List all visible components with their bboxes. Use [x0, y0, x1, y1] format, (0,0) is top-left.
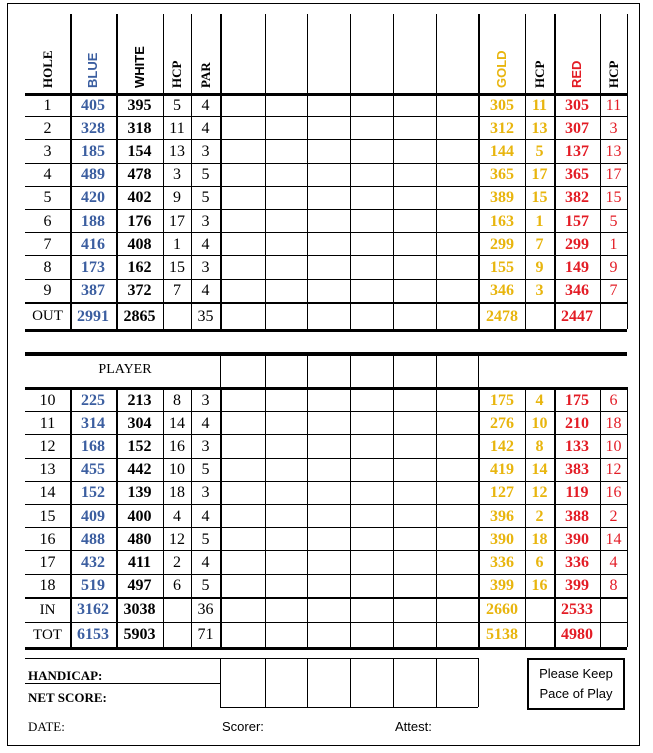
back-row-hole-number: 13 [39, 461, 56, 479]
pace-line-1: Please Keep [539, 666, 613, 681]
front-row-gold-yards: 365 [490, 166, 514, 184]
back-row-gold-yards: 390 [490, 530, 514, 548]
back-row-red-handicap: 12 [605, 461, 622, 479]
back-row-gold-yards: 127 [490, 484, 514, 502]
front-row-gold-yards: 155 [490, 258, 514, 276]
grid-line [220, 707, 478, 708]
front-row-blue-yards: 387 [81, 282, 105, 300]
front-row-gold-handicap: 17 [531, 166, 548, 184]
back-row-hole-number: 18 [39, 577, 56, 595]
front-row-gold-handicap: 11 [531, 96, 548, 114]
front-row-hole-number: 3 [43, 142, 52, 160]
grid-line [25, 658, 478, 659]
back-row-gold-handicap: 16 [531, 577, 548, 595]
grid-line [436, 658, 437, 707]
back-row-red-yards: 133 [565, 437, 589, 455]
back-row-red-handicap: 14 [605, 530, 622, 548]
grid-line [525, 14, 526, 329]
back-row-gold-yards: 142 [490, 437, 514, 455]
back-row-hole-number: 14 [39, 484, 56, 502]
front-row-red-handicap: 11 [605, 96, 622, 114]
back-row-white-yards: 497 [127, 577, 152, 595]
back-row-blue-yards: 455 [81, 461, 105, 479]
grid-line [350, 387, 351, 647]
back-row-red-yards: 388 [565, 507, 589, 525]
back-row-red-handicap: 16 [605, 484, 622, 502]
grid-line [554, 387, 556, 647]
back-row-red-yards: 383 [565, 461, 589, 479]
back-row-red-handicap: 4 [609, 553, 618, 571]
front-row-par: 4 [201, 282, 210, 300]
grid-line [478, 356, 479, 387]
back-row-par: 4 [201, 507, 210, 525]
front-row-white-yards: 395 [127, 96, 152, 114]
front-row-par: 5 [201, 166, 210, 184]
back-row-handicap: 4 [173, 507, 181, 525]
back-row-red-yards: 390 [565, 530, 589, 548]
back-row-par: 5 [201, 530, 210, 548]
in-par-total: 36 [197, 601, 214, 618]
front-row-red-yards: 382 [565, 189, 589, 207]
front-row-red-handicap: 5 [609, 212, 618, 230]
back-row-par: 3 [201, 391, 210, 409]
back-row-gold-handicap: 18 [531, 530, 548, 548]
back-row-hole-number: 11 [39, 414, 56, 432]
net-score-label: NET SCORE: [28, 690, 107, 705]
front-row-red-handicap: 3 [609, 119, 618, 137]
grid-line [70, 387, 72, 647]
grid-line [307, 387, 308, 647]
front-row-par: 3 [201, 258, 210, 276]
front-row-handicap: 9 [173, 189, 181, 207]
grid-line [265, 14, 266, 329]
front-row-par: 4 [201, 235, 210, 253]
back-row-red-yards: 119 [565, 484, 589, 502]
back-row-blue-yards: 409 [81, 507, 105, 525]
in-label: IN [39, 601, 56, 618]
grid-line [220, 658, 221, 707]
in-white-total: 3038 [123, 601, 156, 618]
front-row-gold-yards: 312 [490, 119, 514, 137]
front-row-red-yards: 137 [565, 142, 589, 160]
grid-line [393, 658, 394, 707]
back-row-red-handicap: 6 [609, 391, 618, 409]
front-row-gold-yards: 144 [490, 142, 514, 160]
back-row-gold-yards: 336 [490, 553, 514, 571]
back-row-handicap: 8 [173, 391, 181, 409]
front-row-gold-handicap: 5 [535, 142, 544, 160]
front-row-par: 3 [201, 142, 210, 160]
back-row-par: 5 [201, 461, 210, 479]
grid-line [220, 14, 222, 329]
in-gold-total: 2660 [486, 601, 518, 618]
back-row-hole-number: 10 [39, 391, 56, 409]
back-row-red-handicap: 10 [605, 437, 622, 455]
front-row-white-yards: 372 [127, 282, 152, 300]
back-row-handicap: 6 [173, 577, 181, 595]
header-hole: HOLE [39, 50, 55, 88]
handicap-label: HANDICAP: [28, 668, 103, 683]
front-row-hole-number: 9 [43, 282, 52, 300]
grid-line [307, 658, 308, 707]
header-gold: GOLD [494, 50, 509, 88]
front-row-red-handicap: 15 [605, 189, 622, 207]
front-row-white-yards: 318 [127, 119, 152, 137]
back-row-handicap: 12 [169, 530, 185, 548]
front-row-white-yards: 402 [127, 189, 152, 207]
front-row-red-yards: 305 [565, 96, 589, 114]
in-red-total: 2533 [561, 601, 593, 618]
back-row-hole-number: 15 [39, 507, 56, 525]
grid-line [627, 14, 628, 329]
back-row-gold-yards: 419 [490, 461, 514, 479]
out-par-total: 35 [197, 307, 214, 325]
grid-line [350, 658, 351, 707]
front-row-gold-handicap: 13 [531, 119, 548, 137]
back-row-white-yards: 304 [127, 414, 152, 432]
out-red-total: 2447 [561, 307, 593, 325]
grid-line [436, 14, 437, 329]
front-row-hole-number: 8 [43, 258, 52, 276]
front-row-blue-yards: 416 [81, 235, 105, 253]
front-row-hole-number: 4 [43, 166, 52, 184]
grid-line [436, 356, 437, 387]
grid-line [393, 387, 394, 647]
grid-line [70, 14, 72, 329]
back-row-blue-yards: 225 [81, 391, 105, 409]
front-row-handicap: 1 [173, 235, 181, 253]
header-hcp: HCP [169, 60, 184, 88]
back-row-red-yards: 399 [565, 577, 589, 595]
back-row-gold-handicap: 10 [531, 414, 548, 432]
grid-line [478, 387, 480, 647]
front-row-gold-handicap: 15 [531, 189, 548, 207]
back-row-blue-yards: 152 [81, 484, 105, 502]
attest-label: Attest: [395, 719, 432, 734]
back-row-handicap: 18 [169, 484, 185, 502]
back-row-white-yards: 442 [127, 461, 152, 479]
front-row-handicap: 13 [169, 142, 185, 160]
front-row-red-handicap: 7 [609, 282, 618, 300]
grid-line [478, 14, 480, 329]
back-row-red-yards: 210 [565, 414, 589, 432]
front-row-gold-handicap: 7 [535, 235, 544, 253]
front-row-red-yards: 157 [565, 212, 589, 230]
header-red: RED [569, 60, 584, 88]
grid-line [220, 387, 222, 647]
date-label: DATE: [28, 719, 65, 734]
front-row-par: 4 [201, 119, 210, 137]
front-row-handicap: 7 [173, 282, 181, 300]
grid-line [350, 356, 351, 387]
header-blue: BLUE [85, 52, 100, 88]
back-row-par: 4 [201, 414, 210, 432]
back-row-gold-handicap: 4 [535, 391, 544, 409]
grid-line [265, 356, 266, 387]
front-row-hole-number: 7 [43, 235, 52, 253]
back-row-gold-handicap: 6 [535, 553, 544, 571]
back-row-gold-yards: 276 [490, 414, 514, 432]
pace-line-2: Pace of Play [539, 686, 613, 701]
grid-line [163, 14, 164, 329]
front-row-par: 4 [201, 96, 210, 114]
grid-line [600, 14, 601, 329]
front-row-par: 3 [201, 212, 210, 230]
back-row-white-yards: 411 [127, 553, 152, 571]
back-row-red-yards: 175 [565, 391, 589, 409]
grid-line [350, 14, 351, 329]
front-row-hole-number: 1 [43, 96, 52, 114]
grid-line [627, 387, 628, 647]
pace-of-play-box [527, 658, 625, 710]
front-row-hole-number: 5 [43, 189, 52, 207]
front-row-blue-yards: 405 [81, 96, 105, 114]
tot-label: TOT [33, 626, 62, 643]
front-row-gold-yards: 299 [490, 235, 514, 253]
front-row-red-yards: 346 [565, 282, 589, 300]
tot-par-total: 71 [197, 626, 214, 643]
header-white: WHITE [131, 46, 147, 88]
front-row-blue-yards: 489 [81, 166, 105, 184]
front-row-handicap: 5 [173, 96, 181, 114]
back-row-gold-handicap: 8 [535, 437, 544, 455]
grid-line [25, 329, 627, 332]
grid-line [554, 14, 556, 329]
front-row-white-yards: 408 [127, 235, 152, 253]
back-row-white-yards: 400 [127, 507, 152, 525]
back-row-par: 3 [201, 484, 210, 502]
front-row-gold-handicap: 1 [535, 212, 544, 230]
front-row-gold-yards: 305 [490, 96, 514, 114]
back-row-white-yards: 480 [127, 530, 152, 548]
back-row-red-handicap: 2 [609, 507, 618, 525]
back-row-white-yards: 152 [127, 437, 152, 455]
back-row-blue-yards: 168 [81, 437, 105, 455]
front-row-gold-yards: 389 [490, 189, 514, 207]
front-row-par: 5 [201, 189, 210, 207]
out-blue-total: 2991 [77, 307, 109, 325]
grid-line [307, 14, 308, 329]
tot-blue-total: 6153 [77, 626, 109, 643]
grid-line [525, 387, 526, 647]
front-row-handicap: 3 [173, 166, 181, 184]
grid-line [307, 356, 308, 387]
back-row-par: 3 [201, 437, 210, 455]
front-row-red-yards: 307 [565, 119, 589, 137]
front-row-blue-yards: 173 [81, 258, 105, 276]
grid-line [393, 14, 394, 329]
back-row-red-handicap: 18 [605, 414, 622, 432]
out-gold-total: 2478 [486, 307, 518, 325]
back-row-hole-number: 16 [39, 530, 56, 548]
back-row-handicap: 10 [169, 461, 185, 479]
back-row-red-yards: 336 [565, 553, 589, 571]
back-row-gold-handicap: 2 [535, 507, 544, 525]
out-label: OUT [32, 308, 63, 324]
front-row-white-yards: 176 [127, 212, 152, 230]
back-row-blue-yards: 314 [81, 414, 105, 432]
grid-line [393, 356, 394, 387]
back-row-gold-yards: 175 [490, 391, 514, 409]
grid-line [265, 658, 266, 707]
front-row-gold-handicap: 9 [535, 258, 544, 276]
back-row-blue-yards: 432 [81, 553, 105, 571]
tot-red-total: 4980 [561, 626, 593, 643]
back-row-gold-yards: 399 [490, 577, 514, 595]
front-row-red-yards: 149 [565, 258, 589, 276]
front-row-blue-yards: 185 [81, 142, 105, 160]
grid-line [116, 14, 118, 329]
front-row-blue-yards: 420 [81, 189, 105, 207]
scorer-label: Scorer: [222, 719, 264, 734]
front-row-white-yards: 162 [127, 258, 152, 276]
grid-line [163, 387, 164, 647]
grid-line [265, 387, 266, 647]
back-row-gold-handicap: 14 [531, 461, 548, 479]
header-par: PAR [197, 62, 213, 88]
header-gold-hcp: HCP [531, 60, 547, 88]
out-white-total: 2865 [123, 307, 156, 325]
grid-line [220, 356, 221, 387]
front-row-red-handicap: 17 [605, 166, 622, 184]
back-row-blue-yards: 519 [81, 577, 105, 595]
back-row-handicap: 2 [173, 553, 181, 571]
grid-line [600, 387, 601, 647]
front-row-red-yards: 299 [565, 235, 589, 253]
front-row-handicap: 15 [169, 258, 185, 276]
in-blue-total: 3162 [77, 601, 109, 618]
tot-white-total: 5903 [123, 626, 156, 643]
front-row-gold-yards: 346 [490, 282, 514, 300]
back-row-hole-number: 17 [39, 553, 56, 571]
back-row-white-yards: 213 [127, 391, 152, 409]
front-row-gold-yards: 163 [490, 212, 514, 230]
header-red-hcp: HCP [605, 60, 621, 88]
back-row-gold-handicap: 12 [531, 484, 548, 502]
grid-line [25, 683, 220, 684]
back-row-par: 5 [201, 577, 210, 595]
grid-line [191, 387, 192, 647]
front-row-handicap: 17 [169, 212, 185, 230]
back-row-par: 4 [201, 553, 210, 571]
grid-line [25, 352, 627, 356]
front-row-hole-number: 6 [43, 212, 52, 230]
back-row-gold-yards: 396 [490, 507, 514, 525]
front-row-red-handicap: 1 [609, 235, 618, 253]
back-row-handicap: 14 [169, 414, 185, 432]
front-row-red-handicap: 13 [605, 142, 622, 160]
grid-line [436, 387, 437, 647]
tot-gold-total: 5138 [486, 626, 518, 643]
front-row-white-yards: 478 [127, 166, 152, 184]
player-label: PLAYER [98, 362, 152, 377]
back-row-blue-yards: 488 [81, 530, 105, 548]
back-row-hole-number: 12 [39, 437, 56, 455]
back-row-red-handicap: 8 [609, 577, 618, 595]
front-row-blue-yards: 328 [81, 119, 105, 137]
grid-line [478, 658, 479, 707]
grid-line [116, 387, 118, 647]
back-row-white-yards: 139 [127, 484, 152, 502]
front-row-red-handicap: 9 [609, 258, 618, 276]
front-row-white-yards: 154 [127, 142, 152, 160]
grid-line [191, 14, 192, 329]
grid-line [25, 647, 627, 650]
front-row-gold-handicap: 3 [535, 282, 544, 300]
front-row-handicap: 11 [169, 119, 185, 137]
front-row-hole-number: 2 [43, 119, 52, 137]
front-row-blue-yards: 188 [81, 212, 105, 230]
back-row-handicap: 16 [169, 437, 185, 455]
front-row-red-yards: 365 [565, 166, 589, 184]
